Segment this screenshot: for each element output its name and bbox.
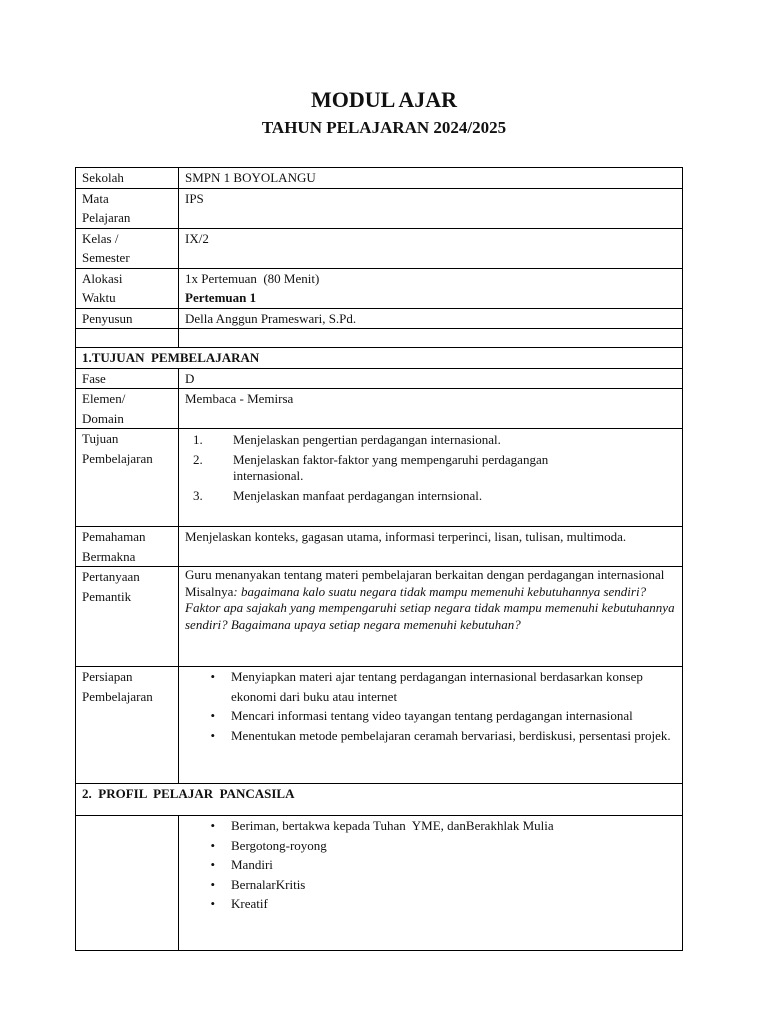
alokasi-meeting: Pertemuan 1 <box>185 290 257 305</box>
label-kelas-line1: Kelas / <box>82 230 119 246</box>
profil-cell-left <box>76 816 179 951</box>
label-alokasi-line2: Waktu <box>82 290 116 305</box>
section2-heading: 2. PROFIL PELAJAR PANCASILA <box>76 784 683 816</box>
tujuan-item <box>185 452 676 484</box>
persiapan-text: Mencari informasi tentang video tayangan tentang perdagangan internasional <box>231 708 633 723</box>
persiapan-text: Menyiapkan materi ajar tentang perdagangan internasional berdasarkan konsep ekonomi dari buku atau internet <box>231 669 643 704</box>
profil-list <box>185 816 676 914</box>
row-tujuan <box>76 429 683 527</box>
value-tujuan <box>179 429 683 527</box>
value-mata-pelajaran: IPS <box>179 188 683 228</box>
row-fase <box>76 368 683 389</box>
module-table <box>75 167 683 951</box>
tujuan-number: 2. <box>193 452 203 467</box>
label-sekolah: Sekolah <box>76 168 179 189</box>
blank-cell-right <box>179 329 683 348</box>
value-sekolah: SMPN 1 BOYOLANGU <box>179 168 683 189</box>
label-alokasi-line1: Alokasi <box>82 270 123 286</box>
pertanyaan-prefix: Misalnya <box>185 583 234 599</box>
value-elemen: Membaca - Memirsa <box>179 389 683 429</box>
label-pertanyaan <box>76 567 179 667</box>
label-pertanyaan-line1: Pertanyaan <box>82 569 140 584</box>
label-penyusun: Penyusun <box>76 308 179 329</box>
label-persiapan <box>76 667 179 784</box>
row-section2-heading <box>76 784 683 816</box>
persiapan-list <box>185 667 676 745</box>
row-pemahaman <box>76 527 683 567</box>
profil-text: BernalarKritis <box>231 876 306 892</box>
label-mata-pelajaran <box>76 188 179 228</box>
tujuan-text: Menjelaskan manfaat perdagangan internsional. <box>233 488 483 503</box>
label-kelas <box>76 228 179 268</box>
profil-text: Kreatif <box>231 896 268 911</box>
profil-item <box>185 836 676 856</box>
section1-heading: 1.TUJUAN PEMBELAJARAN <box>76 348 683 369</box>
profil-text: Mandiri <box>231 857 273 872</box>
pertanyaan-intro: Guru menanyakan tentang materi pembelajaran berkaitan dengan perdagangan internasional <box>185 567 665 582</box>
bullet-icon: • <box>210 669 215 684</box>
value-pertanyaan <box>179 567 683 667</box>
label-elemen <box>76 389 179 429</box>
label-pemahaman-line1: Pemahaman <box>82 529 146 544</box>
profil-item <box>185 894 676 914</box>
label-pertanyaan-line2: Pemantik <box>82 588 132 604</box>
row-mata-pelajaran <box>76 188 683 228</box>
label-alokasi <box>76 268 179 308</box>
label-persiapan-line2: Pembelajaran <box>82 688 153 704</box>
bullet-icon: • <box>210 727 215 743</box>
row-pertanyaan <box>76 567 683 667</box>
profil-item <box>185 875 676 895</box>
tujuan-list <box>185 429 676 504</box>
profil-text: Beriman, bertakwa kepada Tuhan YME, danBerakhlak Mulia <box>231 818 554 833</box>
tujuan-item <box>185 432 676 448</box>
bullet-icon: • <box>210 818 215 833</box>
blank-cell-left <box>76 329 179 348</box>
persiapan-item <box>185 706 676 726</box>
row-persiapan <box>76 667 683 784</box>
profil-text: Bergotong-royong <box>231 837 327 853</box>
document-subtitle: TAHUN PELAJARAN 2024/2025 <box>261 118 507 137</box>
label-tujuan <box>76 429 179 527</box>
tujuan-number: 3. <box>193 488 203 503</box>
value-kelas: IX/2 <box>179 228 683 268</box>
persiapan-item <box>185 667 676 706</box>
value-alokasi <box>179 268 683 308</box>
label-mata-line2: Pelajaran <box>82 210 131 225</box>
bullet-icon: • <box>210 876 215 892</box>
label-pemahaman-line2: Bermakna <box>82 548 136 564</box>
row-elemen <box>76 389 683 429</box>
row-sekolah <box>76 168 683 189</box>
label-tujuan-line2: Pembelajaran <box>82 450 153 466</box>
persiapan-item <box>185 726 676 746</box>
tujuan-text: Menjelaskan pengertian perdagangan internasional. <box>233 432 501 447</box>
label-persiapan-line1: Persiapan <box>82 669 133 684</box>
value-profil <box>179 816 683 951</box>
tujuan-number: 1. <box>193 432 203 447</box>
value-pemahaman: Menjelaskan konteks, gagasan utama, informasi terperinci, lisan, tulisan, multimoda. <box>179 527 683 567</box>
pertanyaan-questions: : bagaimana kalo suatu negara tidak mampu memenuhi kebutuhannya sendiri?Faktor apa sajakah yang mempengaruhi setiap negara tidak mampu memenuhi kebutuhannya sendiri? Bagaimana upaya setiap negara memenuhi kebutuhan? <box>185 583 675 632</box>
label-pemahaman <box>76 527 179 567</box>
label-elemen-line2: Domain <box>82 410 124 426</box>
row-penyusun <box>76 308 683 329</box>
value-penyusun: Della Anggun Prameswari, S.Pd. <box>179 308 683 329</box>
value-persiapan <box>179 667 683 784</box>
label-elemen-line1: Elemen/ <box>82 391 126 406</box>
profil-item <box>185 816 676 836</box>
bullet-icon: • <box>210 837 215 853</box>
tujuan-item <box>185 488 676 504</box>
tujuan-text: Menjelaskan faktor-faktor yang mempengaruhi perdagangan internasional. <box>233 452 549 483</box>
pertanyaan-example <box>185 584 676 634</box>
document-title: MODUL AJAR <box>310 87 458 112</box>
bullet-icon: • <box>210 896 215 911</box>
row-section1-heading <box>76 348 683 369</box>
label-kelas-line2: Semester <box>82 250 130 265</box>
row-alokasi <box>76 268 683 308</box>
value-fase: D <box>179 368 683 389</box>
row-blank <box>76 329 683 348</box>
bullet-icon: • <box>210 708 215 723</box>
row-kelas <box>76 228 683 268</box>
label-fase: Fase <box>76 368 179 389</box>
profil-item <box>185 855 676 875</box>
persiapan-text: Menentukan metode pembelajaran ceramah bervariasi, berdiskusi, persentasi projek. <box>231 727 671 743</box>
label-mata-line1: Mata <box>82 190 109 206</box>
label-tujuan-line1: Tujuan <box>82 431 119 446</box>
row-profil <box>76 816 683 951</box>
bullet-icon: • <box>210 857 215 872</box>
alokasi-duration: 1x Pertemuan (80 Menit) <box>185 270 320 286</box>
